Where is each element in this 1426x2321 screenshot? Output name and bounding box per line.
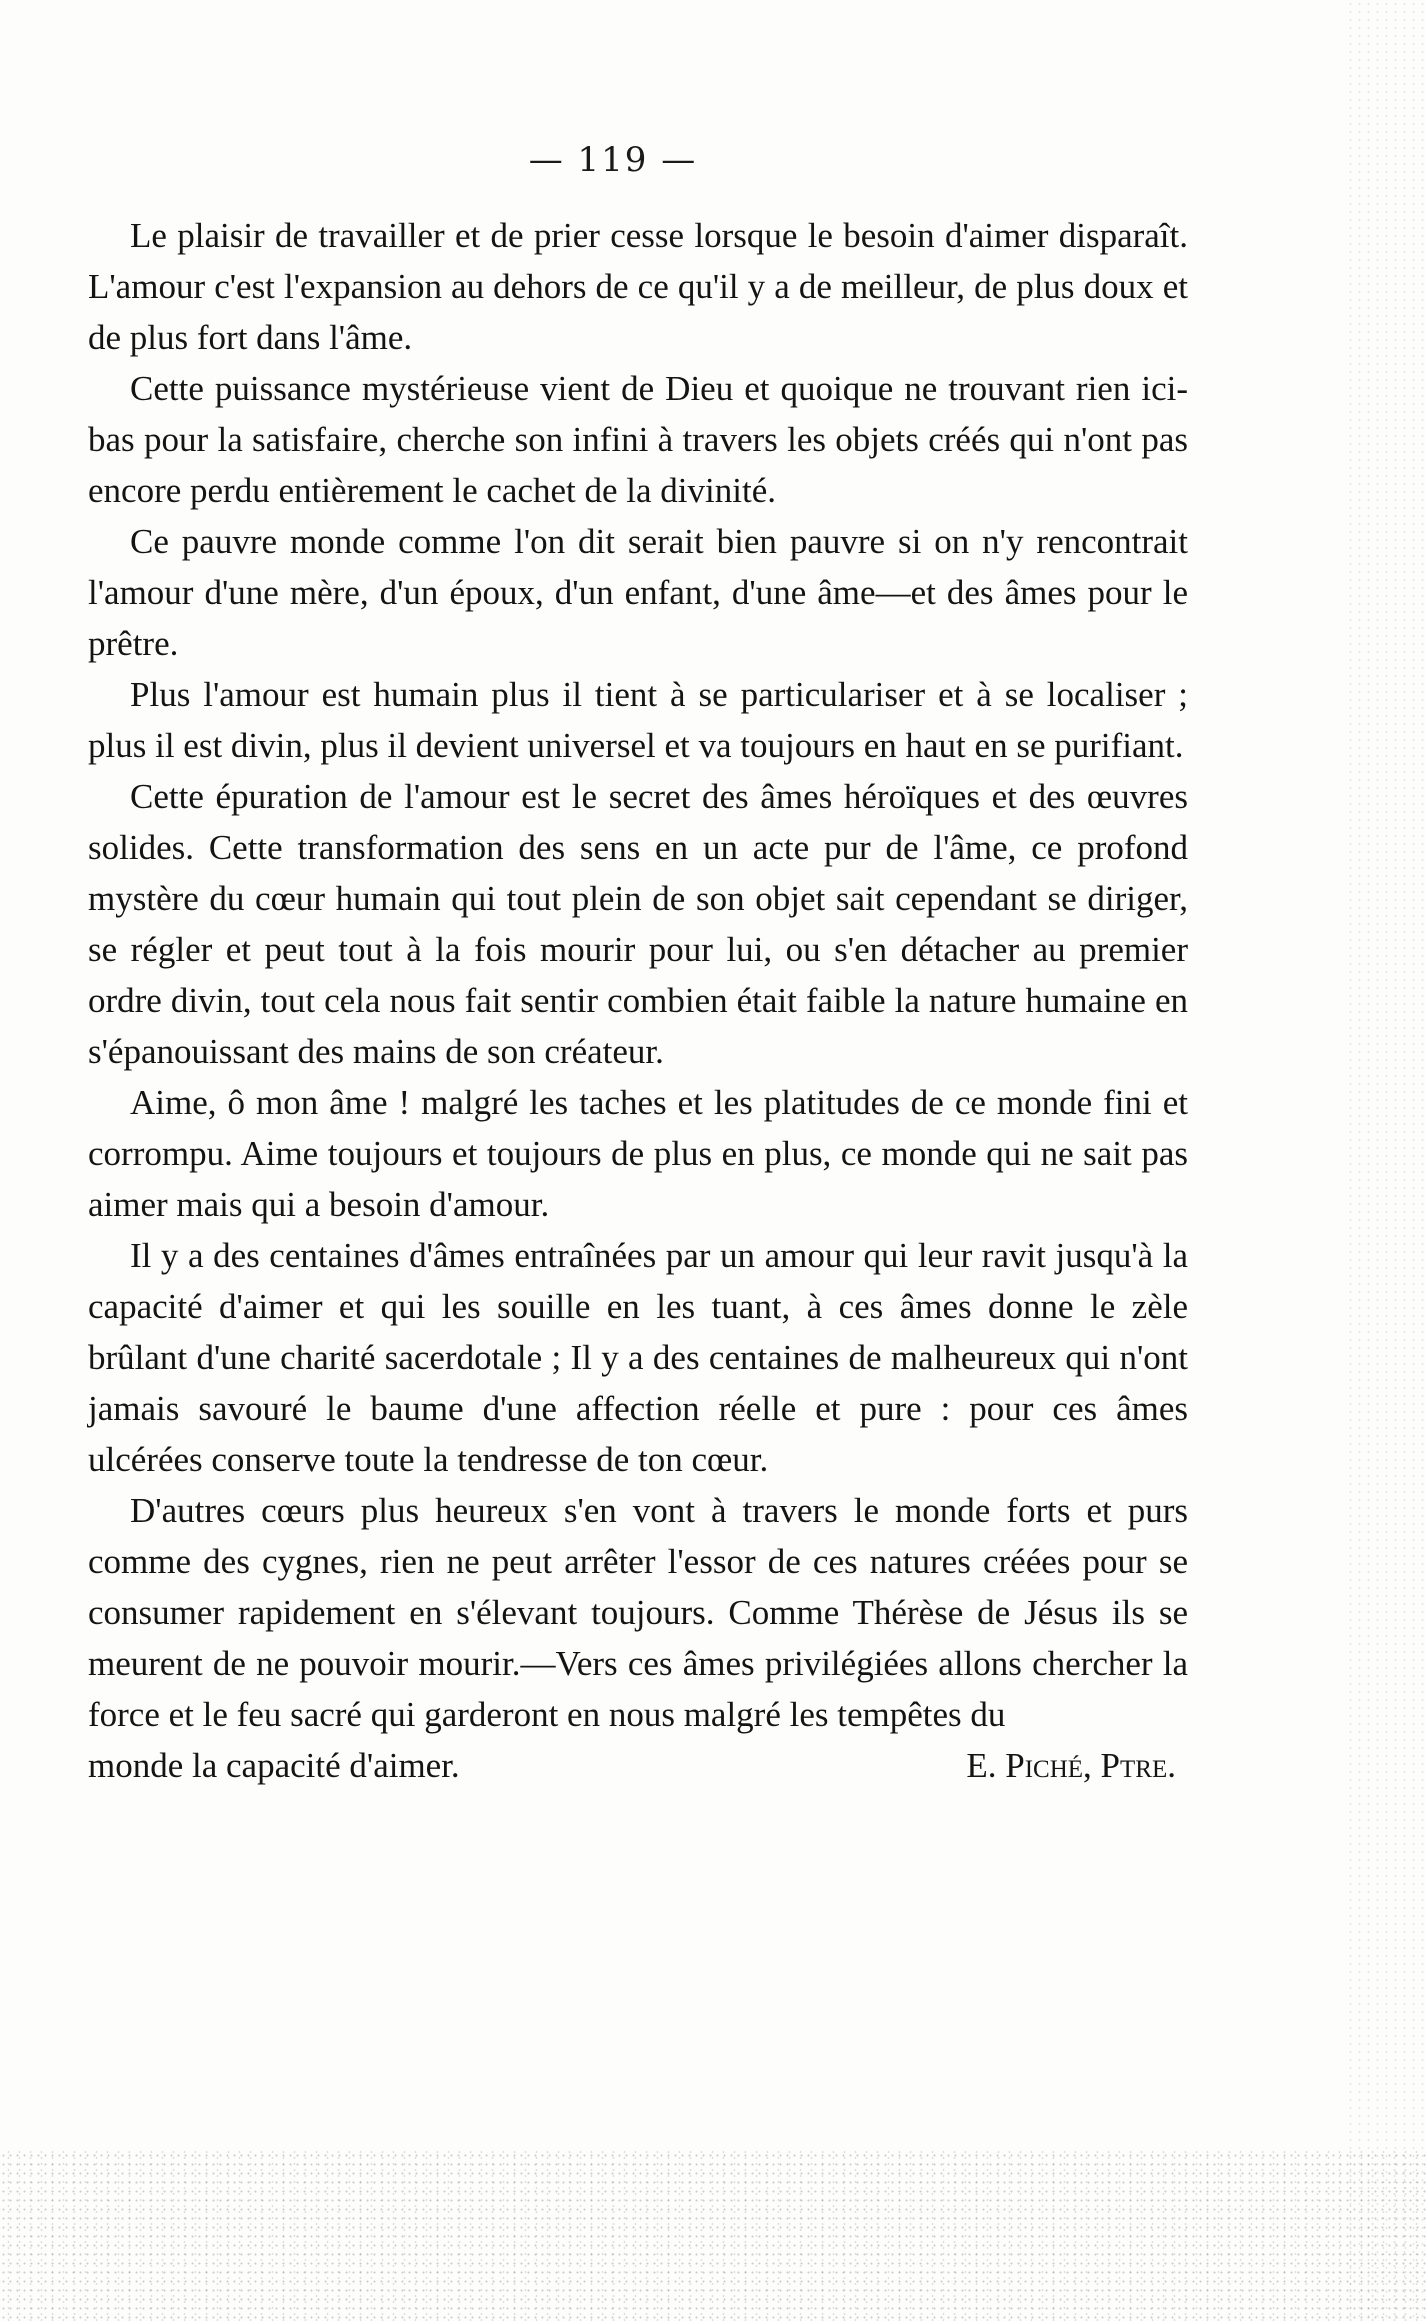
author-signature: E. Piché, Ptre. (966, 1746, 1176, 1785)
paragraph-2: Cette puissance mystérieuse vient de Dieu et quoique ne trouvant rien ici-bas pour la satisfaire, cherche son infini à travers les objets créés qui n'ont pas encore perdu entièrement le cachet de la divinité. (88, 369, 1188, 510)
paragraph-6: Aime, ô mon âme ! malgré les taches et les platitudes de ce monde fini et corrompu. Aime toujours et toujours de plus en plus, ce monde qui ne sait pas aimer mais qui a besoin d'amour. (88, 1083, 1188, 1224)
paragraph-3: Ce pauvre monde comme l'on dit serait bien pauvre si on n'y rencontrait l'amour d'une mère, d'un époux, d'un enfant, d'une âme—et des âmes pour le prêtre. (88, 522, 1188, 663)
body-text (88, 210, 1188, 1791)
page-number: — 119 — (528, 140, 698, 180)
paragraph-8: D'autres cœurs plus heureux s'en vont à travers le monde forts et purs comme des cygnes, rien ne peut arrêter l'essor de ces natures créées pour se consumer rapidement en s'élevant toujours. Comme Thérèse de Jésus ils se meurent de ne pouvoir mourir.—Vers ces âmes privilégiées allons chercher la force et le feu sacré qui garderont en nous malgré les tempêtes du (88, 1491, 1188, 1734)
paragraph-1: Le plaisir de travailler et de prier cesse lorsque le besoin d'aimer disparaît. L'amour c'est l'expansion au dehors de ce qu'il y a de meilleur, de plus doux et de plus fort dans l'âme. (88, 216, 1188, 357)
scan-speckle-bottom (0, 2151, 1426, 2321)
scan-speckle-right (1346, 0, 1426, 2321)
closing-line (88, 1740, 1188, 1791)
closing-text: monde la capacité d'aimer. (88, 1746, 460, 1785)
paragraph-5: Cette épuration de l'amour est le secret des âmes héroïques et des œuvres solides. Cette transformation des sens en un acte pur de l'âme, ce profond mystère du cœur humain qui tout plein de son objet sait cependant se diriger, se régler et peut tout à la fois mourir pour lui, ou s'en détacher au premier ordre divin, tout cela nous fait sentir combien était faible la nature humaine en s'épanouissant des mains de son créateur. (88, 777, 1188, 1071)
paragraph-7: Il y a des centaines d'âmes entraînées par un amour qui leur ravit jusqu'à la capacité d'aimer et qui les souille en les tuant, à ces âmes donne le zèle brûlant d'une charité sacerdotale ; Il y a des centaines de malheureux qui n'ont jamais savouré le baume d'une affection réelle et pure : pour ces âmes ulcérées conserve toute la tendresse de ton cœur. (88, 1236, 1188, 1479)
paragraph-4: Plus l'amour est humain plus il tient à se particulariser et à se localiser ; plus il est divin, plus il devient universel et va toujours en haut en se purifiant. (88, 675, 1188, 765)
